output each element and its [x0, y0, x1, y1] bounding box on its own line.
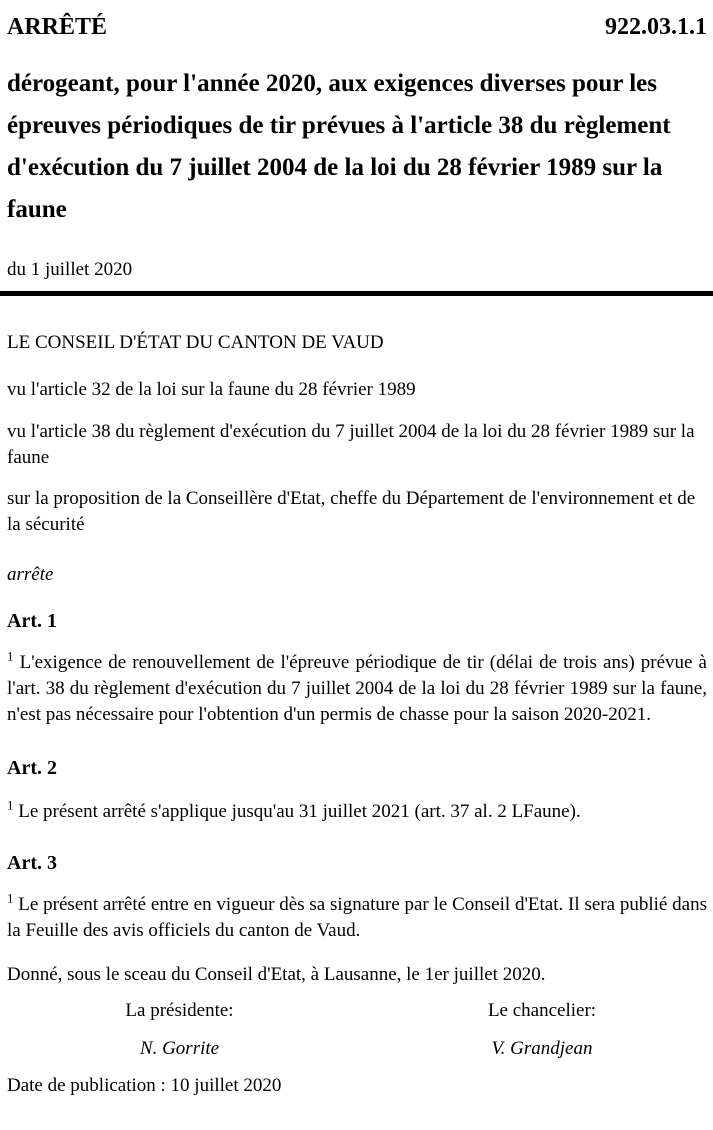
article-3-paragraph [7, 892, 707, 944]
doc-type-label: ARRÊTÉ [7, 14, 108, 40]
article-3-superscript: 1 [7, 890, 14, 906]
article-1-heading: Art. 1 [7, 610, 57, 632]
horizontal-rule [0, 291, 713, 296]
chancellor-name: V. Grandjean [491, 1038, 593, 1059]
article-1-text: L'exigence de renouvellement de l'épreuve périodique de tir (délai de trois ans) prévue à l'art. 38 du règlement d'exécution du 7 juillet 2004 de la loi du 28 février 1989 sur la faune, n'est pas nécessaire pour l'obtention d'un permis de chasse pour la saison 2020-2021. [7, 652, 707, 725]
chancellor-role-label: Le chancelier: [487, 1000, 597, 1021]
given-under-seal-line: Donné, sous le sceau du Conseil d'Etat, à Lausanne, le 1er juillet 2020. [7, 964, 546, 985]
article-2-paragraph [7, 799, 707, 825]
signature-roles-row [7, 1000, 707, 1021]
authority-line: LE CONSEIL D'ÉTAT DU CANTON DE VAUD [7, 332, 384, 353]
decree-date-line: du 1 juillet 2020 [7, 259, 133, 280]
article-1-paragraph [7, 650, 707, 728]
article-3-heading: Art. 3 [7, 852, 57, 874]
preamble-proposition: sur la proposition de la Conseillère d'Etat, cheffe du Département de l'environnement et de la sécurité [7, 488, 696, 535]
document-title: dérogeant, pour l'année 2020, aux exigences diverses pour les épreuves périodiques de tir prévues à l'article 38 du règlement d'exécution du 7 juillet 2004 de la loi du 28 février 1989 sur la faune [7, 70, 671, 223]
president-name: N. Gorrite [139, 1038, 220, 1059]
signature-names-row [7, 1038, 707, 1059]
president-role-label: La présidente: [125, 1000, 234, 1021]
publication-date-line: Date de publication : 10 juillet 2020 [7, 1075, 282, 1096]
article-2-text: Le présent arrêté s'applique jusqu'au 31 juillet 2021 (art. 37 al. 2 LFaune). [13, 801, 581, 822]
preamble-vu-article-32: vu l'article 32 de la loi sur la faune du 28 février 1989 [7, 379, 416, 400]
article-2-heading: Art. 2 [7, 757, 57, 779]
header-row [7, 13, 707, 41]
doc-reference-number: 922.03.1.1 [605, 14, 707, 40]
preamble-vu-article-38: vu l'article 38 du règlement d'exécution du 7 juillet 2004 de la loi du 28 février 1989 sur la faune [7, 421, 695, 468]
article-1-superscript: 1 [7, 648, 14, 664]
article-2-superscript: 1 [7, 797, 14, 813]
article-3-text: Le présent arrêté entre en vigueur dès sa signature par le Conseil d'Etat. Il sera publié dans la Feuille des avis officiels du canton de Vaud. [7, 894, 707, 941]
decree-word: arrête [7, 564, 54, 585]
